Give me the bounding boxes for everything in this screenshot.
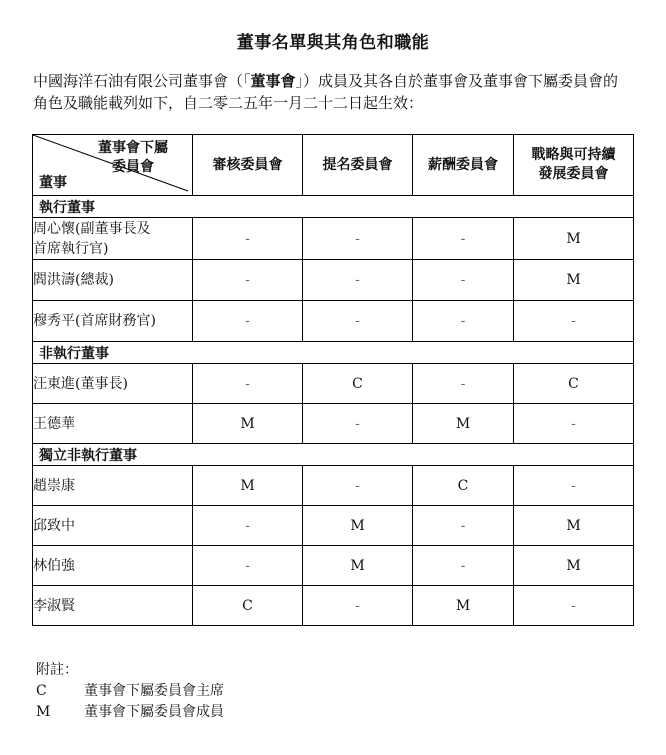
table-row bbox=[33, 466, 634, 506]
role-cell: - bbox=[413, 260, 514, 301]
corner-director-label: 董事 bbox=[39, 175, 67, 191]
table-row bbox=[33, 301, 634, 342]
director-name: 王德華 bbox=[33, 404, 193, 444]
role-cell: - bbox=[413, 301, 514, 342]
role-cell: C bbox=[413, 466, 514, 506]
role-cell: M bbox=[413, 404, 514, 444]
intro-paragraph bbox=[33, 70, 633, 114]
section-row-independent bbox=[33, 444, 634, 466]
intro-bold-term: 董事會 bbox=[250, 72, 296, 90]
role-cell: - bbox=[193, 546, 303, 586]
table-row bbox=[33, 586, 634, 626]
note-text: 董事會下屬委員會主席 bbox=[84, 683, 224, 699]
column-header-strategy: 戰略與可持續 發展委員會 bbox=[514, 135, 634, 196]
note-symbol: M bbox=[36, 704, 51, 720]
role-cell: M bbox=[514, 506, 634, 546]
notes-section bbox=[36, 660, 224, 723]
role-cell: - bbox=[193, 218, 303, 260]
table-header-row bbox=[33, 135, 634, 196]
role-cell: - bbox=[303, 218, 413, 260]
corner-committee-label: 董事會下屬 委員會 bbox=[98, 140, 168, 175]
role-cell: M bbox=[514, 260, 634, 301]
section-row-non-executive bbox=[33, 342, 634, 364]
director-name: 閻洪濤(總裁) bbox=[33, 260, 193, 301]
table-row bbox=[33, 404, 634, 444]
role-cell: M bbox=[514, 218, 634, 260]
role-cell: - bbox=[303, 260, 413, 301]
director-name: 周心懷(副董事長及 首席執行官) bbox=[33, 218, 193, 260]
role-cell: M bbox=[193, 404, 303, 444]
role-cell: - bbox=[193, 364, 303, 404]
role-cell: - bbox=[413, 546, 514, 586]
role-cell: - bbox=[303, 466, 413, 506]
role-cell: - bbox=[514, 466, 634, 506]
director-name: 趙崇康 bbox=[33, 466, 193, 506]
table-row bbox=[33, 546, 634, 586]
role-cell: - bbox=[514, 301, 634, 342]
director-name: 汪東進(董事長) bbox=[33, 364, 193, 404]
note-item-member bbox=[36, 702, 224, 723]
notes-heading: 附註： bbox=[36, 662, 78, 678]
role-cell: M bbox=[193, 466, 303, 506]
note-text: 董事會下屬委員會成員 bbox=[84, 704, 224, 720]
role-cell: - bbox=[514, 586, 634, 626]
section-label: 獨立非執行董事 bbox=[33, 444, 634, 466]
document-title: 董事名單與其角色和職能 bbox=[236, 33, 430, 53]
director-name: 邱致中 bbox=[33, 506, 193, 546]
section-label: 非執行董事 bbox=[33, 342, 634, 364]
role-cell: - bbox=[193, 506, 303, 546]
table-row bbox=[33, 260, 634, 301]
role-cell: - bbox=[413, 506, 514, 546]
section-label: 執行董事 bbox=[33, 196, 634, 218]
note-symbol: C bbox=[36, 683, 47, 699]
table-row bbox=[33, 218, 634, 260]
corner-header-cell bbox=[33, 135, 193, 196]
table-row bbox=[33, 364, 634, 404]
director-name: 穆秀平(首席財務官) bbox=[33, 301, 193, 342]
role-cell: M bbox=[413, 586, 514, 626]
role-cell: - bbox=[303, 404, 413, 444]
role-cell: C bbox=[193, 586, 303, 626]
director-name: 李淑賢 bbox=[33, 586, 193, 626]
intro-text-before: 中國海洋石油有限公司董事會（「 bbox=[33, 72, 251, 90]
role-cell: M bbox=[303, 546, 413, 586]
board-committee-table bbox=[32, 134, 634, 626]
note-item-chair bbox=[36, 681, 224, 702]
role-cell: - bbox=[193, 301, 303, 342]
role-cell: M bbox=[514, 546, 634, 586]
table-row bbox=[33, 506, 634, 546]
role-cell: C bbox=[303, 364, 413, 404]
role-cell: M bbox=[303, 506, 413, 546]
column-header-nomination: 提名委員會 bbox=[303, 135, 413, 196]
role-cell: - bbox=[413, 218, 514, 260]
role-cell: - bbox=[514, 404, 634, 444]
role-cell: C bbox=[514, 364, 634, 404]
column-header-remuneration: 薪酬委員會 bbox=[413, 135, 514, 196]
role-cell: - bbox=[413, 364, 514, 404]
intro-text-after: 」）成員及其各自於董事會及董事會下屬委員會的角色及職能載列如下，自二零二五年一月二十二日起生效： bbox=[33, 72, 619, 112]
role-cell: - bbox=[193, 260, 303, 301]
column-header-audit: 審核委員會 bbox=[193, 135, 303, 196]
director-name: 林伯強 bbox=[33, 546, 193, 586]
role-cell: - bbox=[303, 586, 413, 626]
role-cell: - bbox=[303, 301, 413, 342]
section-row-executive bbox=[33, 196, 634, 218]
